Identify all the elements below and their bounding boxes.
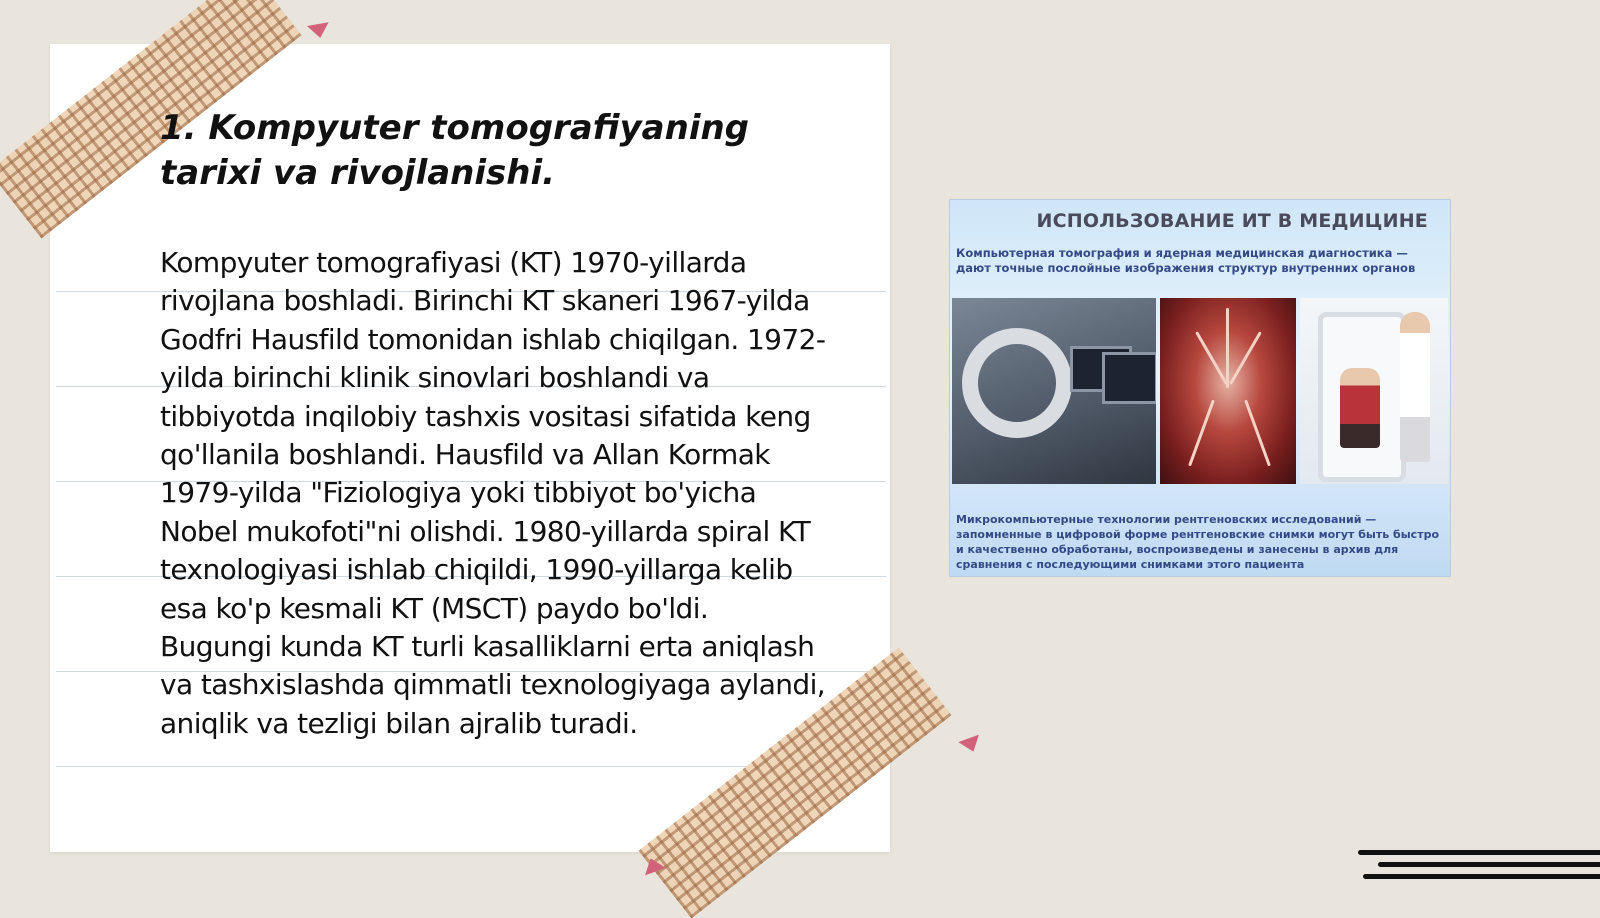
figure-caption-top: Компьютерная томография и ядерная медицинская диагностика — дают точные послойные изображения структур внутренних органов bbox=[956, 246, 1416, 275]
ct-scanner-photo bbox=[952, 298, 1156, 484]
vessel-line bbox=[1244, 400, 1271, 467]
pink-pin-icon bbox=[307, 22, 331, 40]
scanner-ring-shape bbox=[962, 328, 1072, 438]
vessel-line bbox=[1229, 331, 1262, 384]
vessel-line bbox=[1226, 308, 1229, 388]
stroke-line bbox=[1363, 874, 1600, 879]
x-ray-booth-photo bbox=[1300, 298, 1448, 484]
vascular-ct-image bbox=[1160, 298, 1296, 484]
slide-body-text: Kompyuter tomografiyasi (KT) 1970-yillarda rivojlana boshladi. Birinchi KT skaneri 1967-yilda Godfri Hausfild tomonidan ishlab chiqilgan. 1972-yilda birinchi klinik sinovlari boshlandi va tibbiyotda inqilobiy tashxis vositasi sifatida keng qo'llanila boshlandi. Hausfild va Allan Kormak 1979-yilda "Fiziologiya yoki tibbiyot bo'yicha Nobel mukofoti"ni olishdi. 1980-yillarda spiral KT texnologiyasi ishlab chiqildi, 1990-yillarga kelib esa ko'p kesmali KT (MSCT) paydo bo'ldi. Bugungi kunda KT turli kasalliklarni erta aniqlash va tashxislashda qimmatli texnologiyaga aylandi, aniqlik va tezligi bilan ajralib turadi. bbox=[160, 246, 826, 740]
vessel-line bbox=[1195, 331, 1228, 384]
pink-pin-icon bbox=[958, 735, 983, 756]
decorative-stroke-lines bbox=[1348, 848, 1600, 888]
slide-title: 1. Kompyuter tomografiyaning tarixi va rivojlanishi. bbox=[160, 108, 750, 193]
patient-figure bbox=[1340, 368, 1380, 448]
figure-title: ИСПОЛЬЗОВАНИЕ ИТ В МЕДИЦИНЕ bbox=[1036, 210, 1428, 232]
medical-it-figure bbox=[950, 200, 1450, 576]
doctor-figure bbox=[1400, 312, 1430, 462]
figure-caption-bottom: Микрокомпьютерные технологии рентгеновских исследований — запомненные в цифровой форме рентгеновские снимки могут быть быстро и качественно обработаны, воспроизведены и занесены в архив для сравнения с последующими снимками этого пациента bbox=[956, 513, 1439, 571]
stroke-line bbox=[1358, 850, 1600, 855]
stroke-line bbox=[1378, 862, 1600, 867]
monitor-shape bbox=[1102, 352, 1156, 404]
vessel-line bbox=[1188, 400, 1215, 467]
